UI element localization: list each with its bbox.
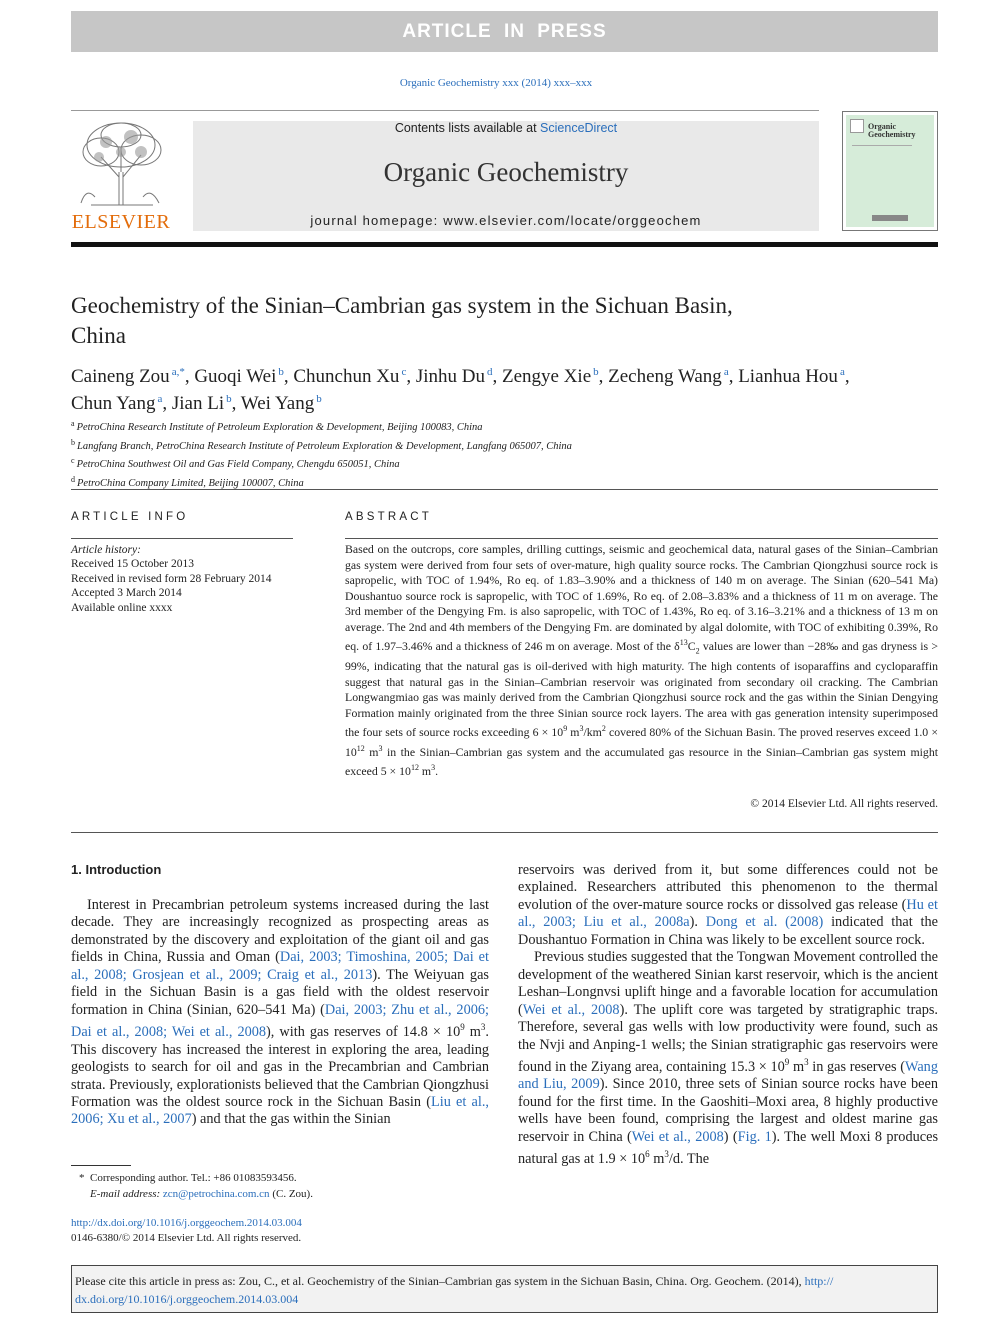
article-history <box>71 543 311 615</box>
footnote-corresponding: * Corresponding author. Tel.: +86 01083593456. <box>79 1172 297 1184</box>
author-separator: , <box>598 366 609 387</box>
paper-title <box>71 291 871 351</box>
homepage-prefix: journal homepage: <box>310 213 439 228</box>
figure-link[interactable]: Fig. 1 <box>737 1128 772 1145</box>
affiliation-c: $^c$ PetroChina Southwest Oil and Gas Field Company, Chengdu 650051, China <box>71 456 400 470</box>
paper-title-line2: China <box>71 323 126 348</box>
article-info-rule <box>71 538 293 539</box>
cover-publisher-mark <box>872 215 908 221</box>
cover-emblem-icon <box>850 119 864 133</box>
email-link[interactable]: zcn@petrochina.com.cn <box>162 1188 270 1200</box>
doi-link[interactable]: http://dx.doi.org/10.1016/j.orggeochem.2014.03.004 <box>71 1217 302 1229</box>
author-affiliation-marker[interactable]: b <box>278 366 284 378</box>
author-name[interactable]: Wei Yang <box>240 393 315 414</box>
elsevier-logo <box>71 117 171 235</box>
publisher-wordmark: ELSEVIER <box>71 211 171 233</box>
body-column-right <box>518 862 938 1169</box>
author-affiliation-marker[interactable]: c <box>401 366 407 378</box>
author-separator: , <box>728 366 739 387</box>
author-separator: , <box>184 366 195 387</box>
citation-box <box>71 1265 938 1313</box>
journal-title[interactable]: Organic Geochemistry <box>383 157 629 187</box>
contents-prefix: Contents lists available at <box>394 121 537 135</box>
citation-link[interactable]: Wei et al., 2008 <box>522 1001 620 1018</box>
author-affiliation-marker[interactable]: a <box>839 366 845 378</box>
author-name[interactable]: Lianhua Hou <box>738 366 838 387</box>
author-affiliation-marker[interactable]: a <box>723 366 729 378</box>
corresponding-author-footnote <box>71 1170 491 1202</box>
author-name[interactable]: Zecheng Wang <box>608 366 722 387</box>
author-affiliation-marker[interactable]: b <box>226 393 232 405</box>
author-separator: , <box>283 366 294 387</box>
abstract-heading: ABSTRACT <box>345 511 432 523</box>
author-name[interactable]: Guoqi Wei <box>194 366 277 387</box>
author-name[interactable]: Jinhu Du <box>415 366 485 387</box>
citation-link[interactable]: Dai, 2003; Timoshina, 2005; Dai et al., 2008; Grosjean et al., 2009; Craig et al., 2013 <box>71 949 489 983</box>
abstract-rule <box>345 538 938 539</box>
footnote-email: E-mail address: zcn@petrochina.com.cn (C. Zou). <box>90 1188 313 1200</box>
sciencedirect-link[interactable]: ScienceDirect <box>540 121 618 135</box>
author-affiliation-marker[interactable]: b <box>316 393 322 405</box>
journal-cover-thumbnail[interactable] <box>842 111 938 231</box>
body-column-left <box>71 897 489 1129</box>
affiliation-d: $^d$ PetroChina Company Limited, Beijing 100007, China <box>71 474 304 489</box>
citation-link[interactable]: Wei et al., 2008 <box>631 1128 724 1145</box>
intro-paragraph-1-cont: reservoirs was derived from it, but some differences could not be explained. Researchers attributed this phenomenon to the thermal evolution of the over-mature source rocks or dissolved gas release (Hu et al., 2003; Liu et al., 2008a). Dong et al. (2008) indicated that the Doushantuo Formation in China was likely to be excellent source rock. <box>518 862 938 948</box>
intro-paragraph-1: Interest in Precambrian petroleum systems increased during the last decade. They are increasingly recognized as prospecting areas as demonstrated by the discovery and exploitation of the giant oil and gas fields in China, Russia and Oman (Dai, 2003; Timoshina, 2005; Dai et al., 2008; Grosjean et al., 2009; Craig et al., 2013). The Weiyuan gas field in the Sichuan Basin is a gas field with the oldest reservoir formation in China (Sinian, 620–541 Ma) (Dai, 2003; Zhu et al., 2006; Dai et al., 2008; Wei et al., 2008), with gas reserves of $14.8 \times 10^9$ $m^3$. This discovery has increased the interest in exploring the area, leading geologists to search for oil and gas in the Precambrian and Cambrian strata. Previously, explorationists believed that the Cambrian Qiongzhusi Formation was the oldest source rock in the Sichuan Basin (Liu et al., 2006; Xu et al., 2007) and that the gas within the Sinian <box>71 897 489 1128</box>
citation-doi-link-part2[interactable]: dx.doi.org/10.1016/j.orggeochem.2014.03.004 <box>75 1292 299 1306</box>
citation-link[interactable]: Dong et al. (2008) <box>705 914 824 931</box>
abstract-copyright: © 2014 Elsevier Ltd. All rights reserved. <box>750 798 938 810</box>
header-thick-rule <box>71 242 938 247</box>
online-date: Available online xxxx <box>71 601 173 614</box>
section-divider <box>71 489 938 490</box>
history-label: Article history: <box>71 544 141 556</box>
homepage-url[interactable]: www.elsevier.com/locate/orggeochem <box>443 213 702 228</box>
citation-link[interactable]: Dai, 2003; Zhu et al., 2006; Dai et al., 2008; Wei et al., 2008 <box>71 1001 489 1041</box>
author-name[interactable]: Jian Li <box>171 393 225 414</box>
citation-link[interactable]: Wang and Liu, 2009 <box>518 1058 938 1093</box>
author-affiliation-marker[interactable]: a,* <box>171 366 185 378</box>
affiliation-b: $^b$ Langfang Branch, PetroChina Research Institute of Petroleum Exploration & Development, Langfang 065007, China <box>71 437 572 452</box>
cover-title <box>868 123 916 139</box>
citation-text: Please cite this article in press as: Zou, C., et al. Geochemistry of the Sinian–Cambrian gas system in the Sichuan Basin, China. Org. Geochem. (2014), <box>75 1274 802 1288</box>
paper-title-line1: Geochemistry of the Sinian–Cambrian gas system in the Sichuan Basin, <box>71 293 733 318</box>
issn-line: 0146-6380/© 2014 Elsevier Ltd. All rights reserved. <box>71 1232 302 1244</box>
article-info-heading: ARTICLE INFO <box>71 511 189 523</box>
intro-paragraph-2: Previous studies suggested that the Tongwan Movement controlled the development of the weathered Sinian karst reservoir, which is the ancient Leshan–Longnvsi uplift hinge and a favorable location for accumulation (Wei et al., 2008). The uplift core was targeted by stratigraphic traps. Therefore, several gas wells with low productivity were found, such as the Nvji and Anping-1 wells; the Sinian stratigraphic gas reservoirs were found in the Ziyang area, containing $15.3 \times 10^9$ $m^3$ in gas reserves (Wang and Liu, 2009). Since 2010, three sets of Sinian source rocks have been found for the first time. In the Gaoshiti–Moxi area, 8 highly productive wells have been found, comprising the largest and oldest marine gas reservoir in China (Wei et al., 2008) (Fig. 1). The well Moxi 8 produces natural gas at $1.9 \times 10^6$ $m^3/d$. The <box>518 949 939 1168</box>
footnote-rule <box>71 1165 131 1166</box>
author-list <box>71 361 941 415</box>
author-affiliation-marker[interactable]: d <box>486 366 493 378</box>
body-divider <box>71 832 938 833</box>
cover-title-line1: Organic <box>868 122 896 131</box>
cover-line <box>852 145 912 146</box>
header-divider <box>71 110 819 111</box>
author-separator: , <box>492 366 502 387</box>
revised-date: Received in revised form 28 February 2014 <box>71 572 272 585</box>
author-name[interactable]: Chun Yang <box>71 393 156 414</box>
received-date: Received 15 October 2013 <box>71 558 194 571</box>
journal-reference-link[interactable]: Organic Geochemistry xxx (2014) xxx–xxx <box>399 77 593 89</box>
doi-block <box>71 1216 491 1246</box>
author-name[interactable]: Chunchun Xu <box>293 366 400 387</box>
affiliation-a: $^a$ PetroChina Research Institute of Petroleum Exploration & Development, Beijing 100083, China <box>71 419 483 433</box>
author-separator: , <box>406 366 416 387</box>
journal-header <box>193 121 819 231</box>
citation-link[interactable]: Hu et al., 2003; Liu et al., 2008a <box>518 896 938 931</box>
author-affiliation-marker[interactable]: a <box>157 393 163 405</box>
article-in-press-banner: ARTICLE IN PRESS <box>71 11 938 52</box>
contents-line <box>193 121 819 135</box>
author-affiliation-marker[interactable]: b <box>593 366 599 378</box>
cover-title-line2: Geochemistry <box>868 130 916 139</box>
author-separator: , <box>231 393 241 414</box>
citation-link[interactable]: Liu et al., 2006; Xu et al., 2007 <box>71 1093 489 1128</box>
introduction-heading: 1. Introduction <box>71 862 162 877</box>
author-separator: , <box>162 393 172 414</box>
abstract-body: Based on the outcrops, core samples, drilling cuttings, seismic and geochemical data, natural gases of the Sinian–Cambrian gas system were derived from four sets of over-mature, high quality source rocks. The Cambrian Qiongzhusi source rock is sapropelic, with TOC of 1.94%, Ro eq. of 1.83–3.90% and a thickness of 140 m on average. The Sinian (620–541 Ma) Doushantuo source rock is sapropelic, with TOC of 1.69%, Ro eq. of 2.08–3.83% and a thickness of 11 m on average. The 3rd member of the Dengying Fm. is also sapropelic, with TOC of 1.43%, Ro eq. of 3.16–3.21% and a thickness of 13 m on average. The 2nd and 4th members of the Dengying Fm. are dominated by algal dolomite, with TOC of exhibiting 0.39%, Ro eq. of 1.97–3.46% and a thickness of 246 m on average. Most of the $\delta^{13}C_2$ values are lower than −28‰ and gas dryness is > 99%, indicating that the natural gas is oil-derived with high maturity. The high contents of isoparaffins and cycloparaffin suggest that natural gas in the Sinian–Cambrian reservoir was originated from secondary oil cracking. The Cambrian Longwangmiao gas was mainly derived from the Cambrian Qiongzhusi source rock and the gas within the Sinian Dengying Formation mainly originated from the three Sinian source rock layers. The area with gas generation intensity superimposed the four sets of source rocks exceeding $6 \times 10^9$ $m^3/km^2$ covered 80% of the Sichuan Basin. The proved reserves exceed $1.0 \times 10^{12}$ $m^3$ in the Sinian–Cambrian gas system and the accumulated gas resource in the Sinian–Cambrian gas system might exceed $5 \times 10^{12}$ $m^3$. <box>345 542 938 779</box>
author-name[interactable]: Caineng Zou <box>71 366 170 387</box>
citation-doi-link-part1[interactable]: http:// <box>804 1274 834 1288</box>
author-separator: , <box>844 366 850 387</box>
author-name[interactable]: Zengye Xie <box>501 366 592 387</box>
accepted-date: Accepted 3 March 2014 <box>71 587 182 600</box>
journal-homepage <box>193 213 819 228</box>
affiliation-list <box>71 417 931 491</box>
